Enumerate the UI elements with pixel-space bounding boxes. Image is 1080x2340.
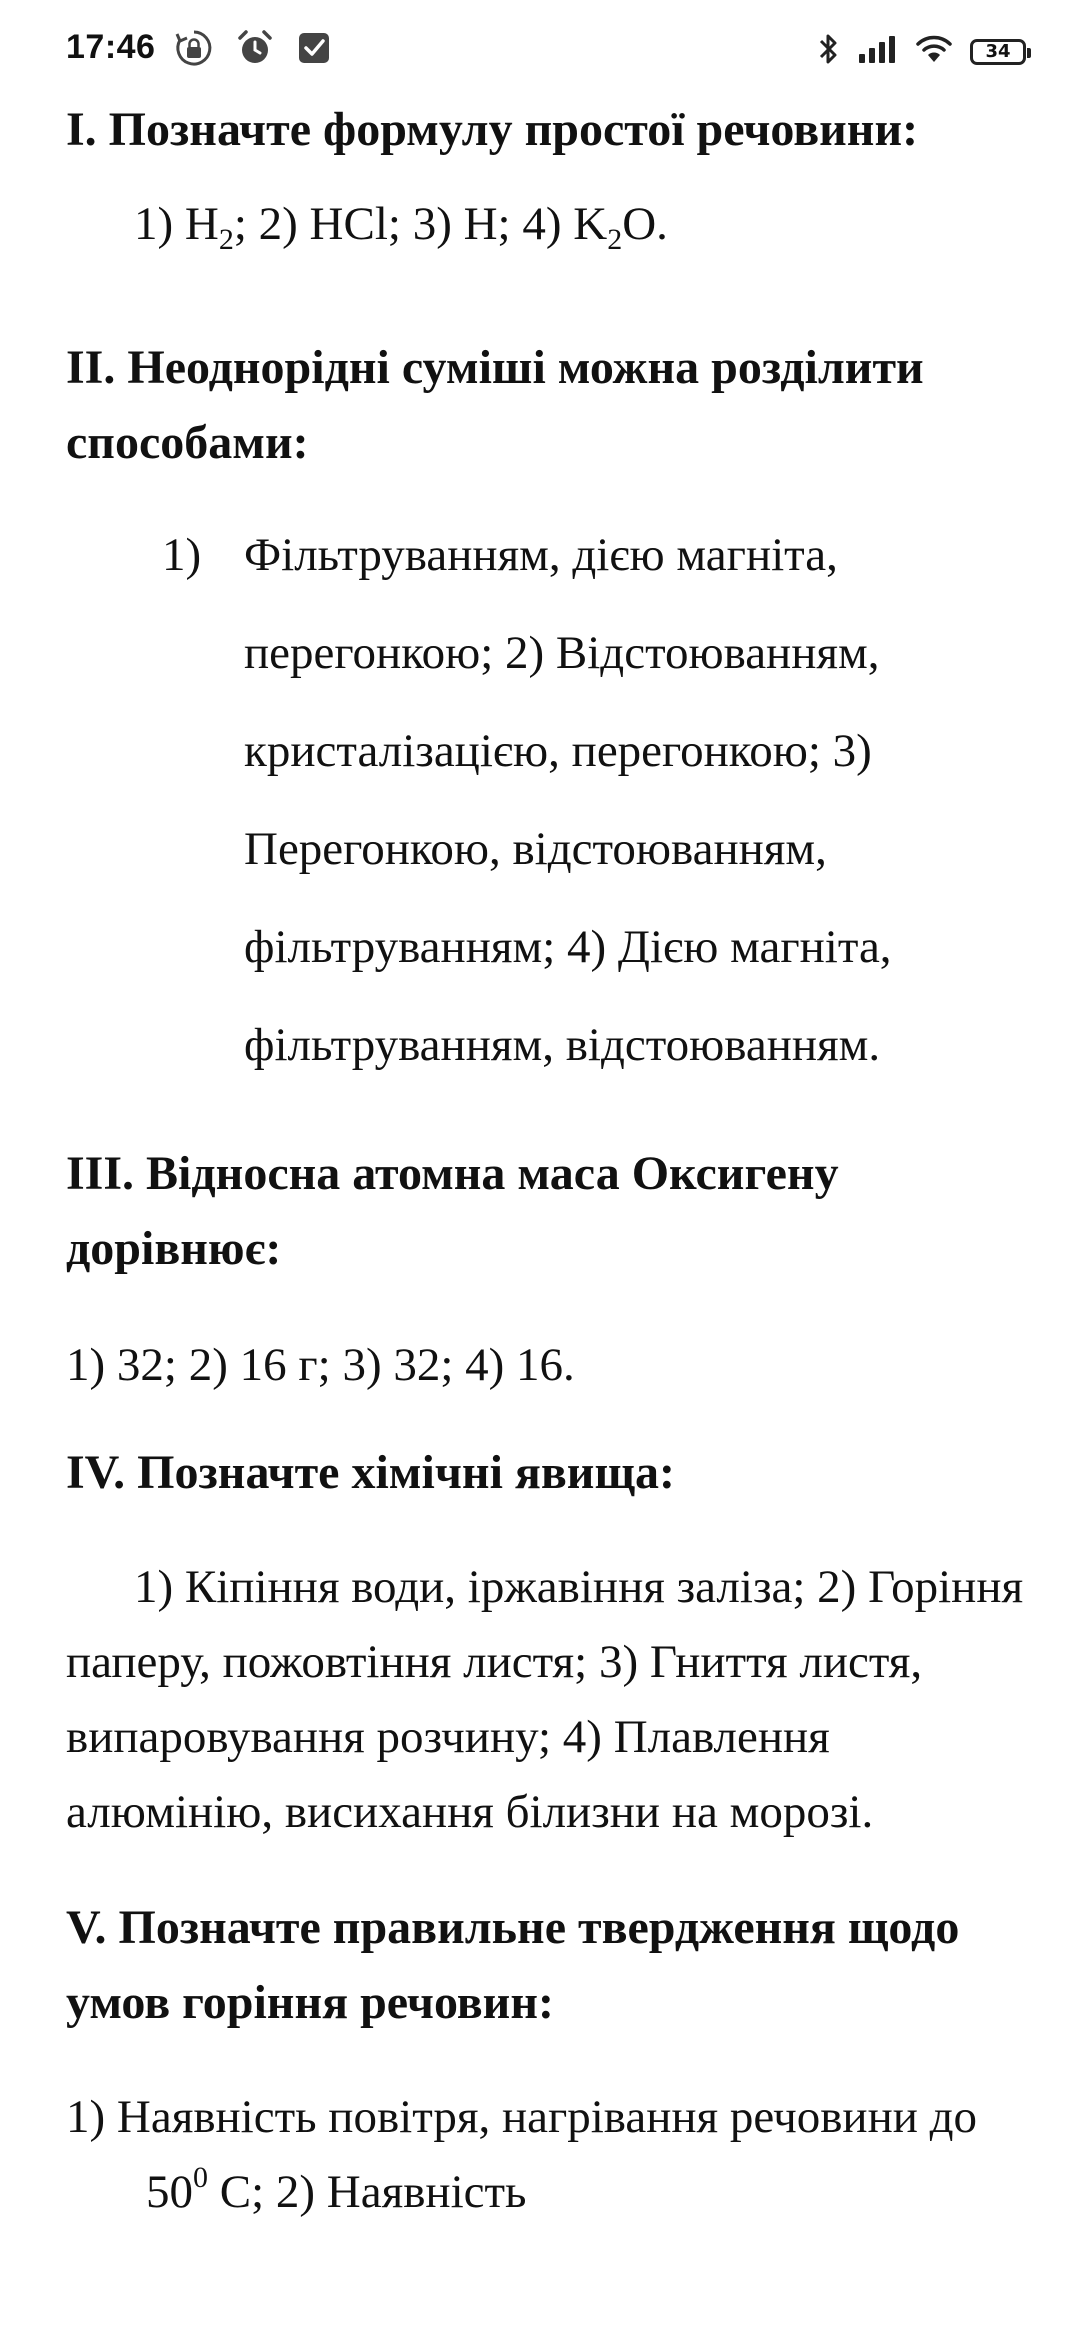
status-left-icons bbox=[174, 28, 332, 73]
status-bar bbox=[0, 0, 1080, 100]
answer-line: фільтруванням; 4) Дією магніта, bbox=[244, 921, 892, 973]
answer-text: O. bbox=[622, 198, 668, 250]
answer-line: Перегонкою, відстоюванням, bbox=[244, 823, 827, 875]
alarm-icon bbox=[236, 29, 274, 72]
rotation-lock-icon bbox=[174, 28, 214, 73]
subscript: 2 bbox=[218, 223, 234, 256]
answer-text: 1) H bbox=[134, 198, 219, 250]
subscript: 2 bbox=[607, 223, 623, 256]
question-3-heading: III. Відносна атомна маса Оксигену дорівнює: bbox=[66, 1147, 839, 1275]
document-content bbox=[66, 92, 1026, 2230]
question-2-heading: II. Неоднорідні суміші можна розділити способами: bbox=[66, 341, 924, 469]
checkbox-notification-icon bbox=[296, 30, 332, 71]
answer-text: С; 2) Наявність bbox=[208, 2166, 527, 2218]
status-time: 17:46 bbox=[66, 28, 156, 66]
answer-line: перегонкою; 2) Відстоюванням, bbox=[244, 627, 880, 679]
battery-icon bbox=[970, 39, 1026, 65]
bluetooth-icon bbox=[818, 32, 840, 71]
answer-line: фільтруванням, відстоюванням. bbox=[244, 1019, 881, 1071]
battery-level: 34 bbox=[985, 41, 1011, 62]
question-5-answers bbox=[66, 2080, 1026, 2230]
question-5-heading: V. Позначте правильне твердження щодо умов горіння речовин: bbox=[66, 1901, 960, 2029]
question-3-answers: 1) 32; 2) 16 г; 3) 32; 4) 16. bbox=[66, 1339, 575, 1391]
wifi-icon bbox=[916, 34, 952, 69]
question-1-answers bbox=[66, 187, 1026, 262]
answer-text: 1) Наявність повітря, нагрівання речовини до 50 bbox=[66, 2091, 978, 2218]
status-right-icons bbox=[818, 32, 1026, 71]
answer-text: ; 2) HCl; 3) H; 4) K bbox=[233, 198, 608, 250]
answer-line: кристалізацією, перегонкою; 3) bbox=[244, 725, 872, 777]
signal-icon bbox=[858, 34, 898, 69]
question-4-heading: IV. Позначте хімічні явища: bbox=[66, 1446, 675, 1499]
question-1-heading: I. Позначте формулу простої речовини: bbox=[66, 103, 919, 156]
answer-line: Фільтруванням, дією магніта, bbox=[244, 529, 838, 581]
question-4-answers: 1) Кіпіння води, іржавіння заліза; 2) Горіння паперу, пожовтіння листя; 3) Гниття листя, випаровування розчину; 4) Плавлення алюмінію, висихання білизни на морозі. bbox=[66, 1561, 1024, 1838]
list-number: 1) bbox=[162, 529, 202, 581]
question-2-answers bbox=[66, 506, 1026, 1094]
superscript: 0 bbox=[193, 2161, 208, 2194]
